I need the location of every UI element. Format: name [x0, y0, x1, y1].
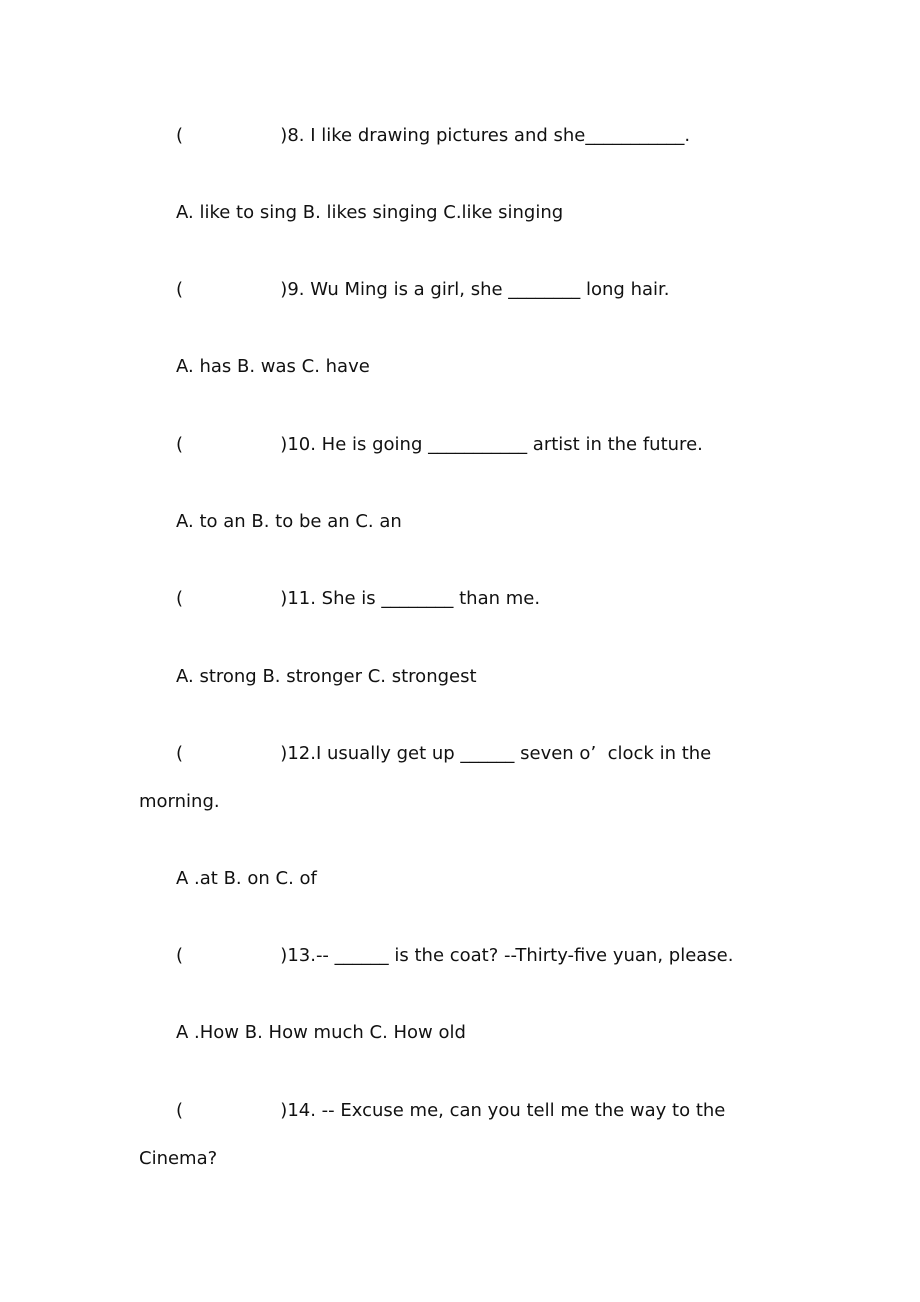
question-13: ( )13.-- ______ is the coat? --Thirty-five yuan, please. [176, 945, 734, 966]
question-9: ( )9. Wu Ming is a girl, she ________ long hair. [176, 279, 670, 300]
question-8: ( )8. I like drawing pictures and she___________. [176, 125, 691, 146]
question-9-options: A. has B. was C. have [176, 356, 370, 377]
question-13-options: A .How B. How much C. How old [176, 1022, 466, 1043]
question-14: ( )14. -- Excuse me, can you tell me the way to the [176, 1100, 726, 1121]
question-12-options: A .at B. on C. of [176, 868, 317, 889]
question-11: ( )11. She is ________ than me. [176, 588, 541, 609]
question-10: ( )10. He is going ___________ artist in the future. [176, 434, 703, 455]
question-12: ( )12.I usually get up ______ seven o’ clock in the [176, 743, 712, 764]
question-12-continuation: morning. [139, 791, 220, 812]
question-10-options: A. to an B. to be an C. an [176, 511, 402, 532]
question-11-options: A. strong B. stronger C. strongest [176, 666, 477, 687]
question-8-options: A. like to sing B. likes singing C.like singing [176, 202, 564, 223]
question-14-continuation: Cinema? [139, 1148, 218, 1169]
